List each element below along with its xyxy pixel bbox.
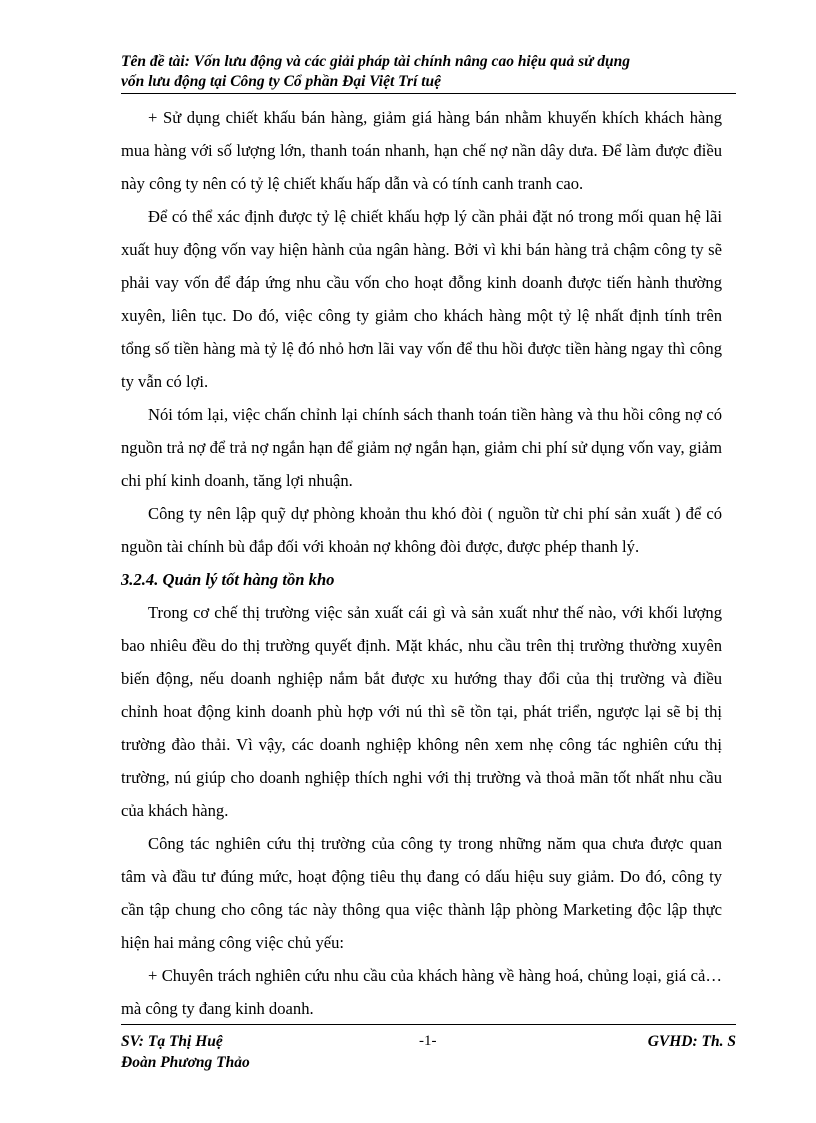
page-number: -1- (419, 1033, 437, 1049)
student-names (121, 1031, 250, 1073)
advisor-label: GVHD: Th. S (647, 1033, 736, 1050)
section-heading: 3.2.4. Quản lý tốt hàng tồn kho (121, 570, 335, 589)
student-name-1: SV: Tạ Thị Huệ (121, 1033, 223, 1050)
paragraph-discount: + Sử dụng chiết khấu bán hàng, giảm giá hàng bán nhằm khuyến khích khách hàng mua hàng với số lượng lớn, thanh toán nhanh, hạn chế nợ nần dây dưa. Để làm được điều này công ty nên có tỷ lệ chiết khấu hấp dẫn và có tính canh tranh cao. (121, 108, 722, 193)
page-header (121, 52, 736, 94)
footer-divider (121, 1024, 736, 1025)
paragraph-customer-needs: + Chuyên trách nghiên cứu nhu cầu của khách hàng về hàng hoá, chủng loại, giá cả…mà công ty đang kinh doanh. (121, 966, 722, 1018)
paragraph-discount-rate: Để có thể xác định được tỷ lệ chiết khấu hợp lý cần phải đặt nó trong mối quan hệ lãi xuất huy động vốn vay hiện hành của ngân hàng. Bởi vì khi bán hàng trả chậm công ty sẽ phải vay vốn để đáp ứng nhu cầu vốn cho hoạt đỗng kinh doanh được tiến hành thường xuyên, liên tục. Do đó, việc công ty giảm cho khách hàng một tỷ lệ nhất định tính trên tổng số tiền hàng mà tỷ lệ đó nhỏ hơn lãi vay vốn để thu hồi được tiền hàng ngay thì công ty vẫn có lợi. (121, 207, 722, 391)
student-name-2: Đoàn Phương Thảo (121, 1054, 250, 1071)
paragraph-summary: Nói tóm lại, việc chấn chỉnh lại chính sách thanh toán tiền hàng và thu hồi công nợ có nguồn trả nợ để trả nợ ngắn hạn để giảm nợ ngắn hạn, giảm chi phí sử dụng vốn vay, giảm chi phí kinh doanh, tăng lợi nhuận. (121, 405, 722, 490)
paragraph-market: Trong cơ chế thị trường việc sản xuất cái gì và sản xuất như thế nào, với khối lượng bao nhiêu đều do thị trường quyết định. Mặt khác, nhu cầu trên thị trường thường xuyên biến động, nếu doanh nghiệp nắm bắt được xu hướng thay đổi của thị trường và điều chỉnh hoat động kinh doanh phù hợp với nú thì sẽ tồn tại, phát triển, ngược lại sẽ bị thị trường đào thải. Vì vậy, các doanh nghiệp không nên xem nhẹ công tác nghiên cứu thị trường, nú giúp cho doanh nghiệp thích nghi với thị trường và thoả mãn tốt nhất nhu cầu của khách hàng. (121, 603, 722, 820)
header-title-line-2: vốn lưu động tại Công ty Cổ phần Đại Việt Trí tuệ (121, 73, 442, 90)
header-title-line-1: Tên đề tài: Vốn lưu động và các giải pháp tài chính nâng cao hiệu quả sử dụng (121, 53, 631, 70)
document-body (121, 101, 722, 1025)
paragraph-bad-debt-reserve: Công ty nên lập quỹ dự phòng khoản thu khó đòi ( nguồn từ chi phí sản xuất ) để có nguồn tài chính bù đắp đối với khoản nợ không đòi được, được phép thanh lý. (121, 504, 722, 556)
paragraph-market-research: Công tác nghiên cứu thị trường của công ty trong những năm qua chưa được quan tâm và đầu tư đúng mức, hoạt động tiêu thụ đang có dấu hiệu suy giảm. Do đó, công ty cần tập chung cho công tác này thông qua việc thành lập phòng Marketing độc lập thực hiện hai mảng công việc chủ yếu: (121, 834, 722, 952)
